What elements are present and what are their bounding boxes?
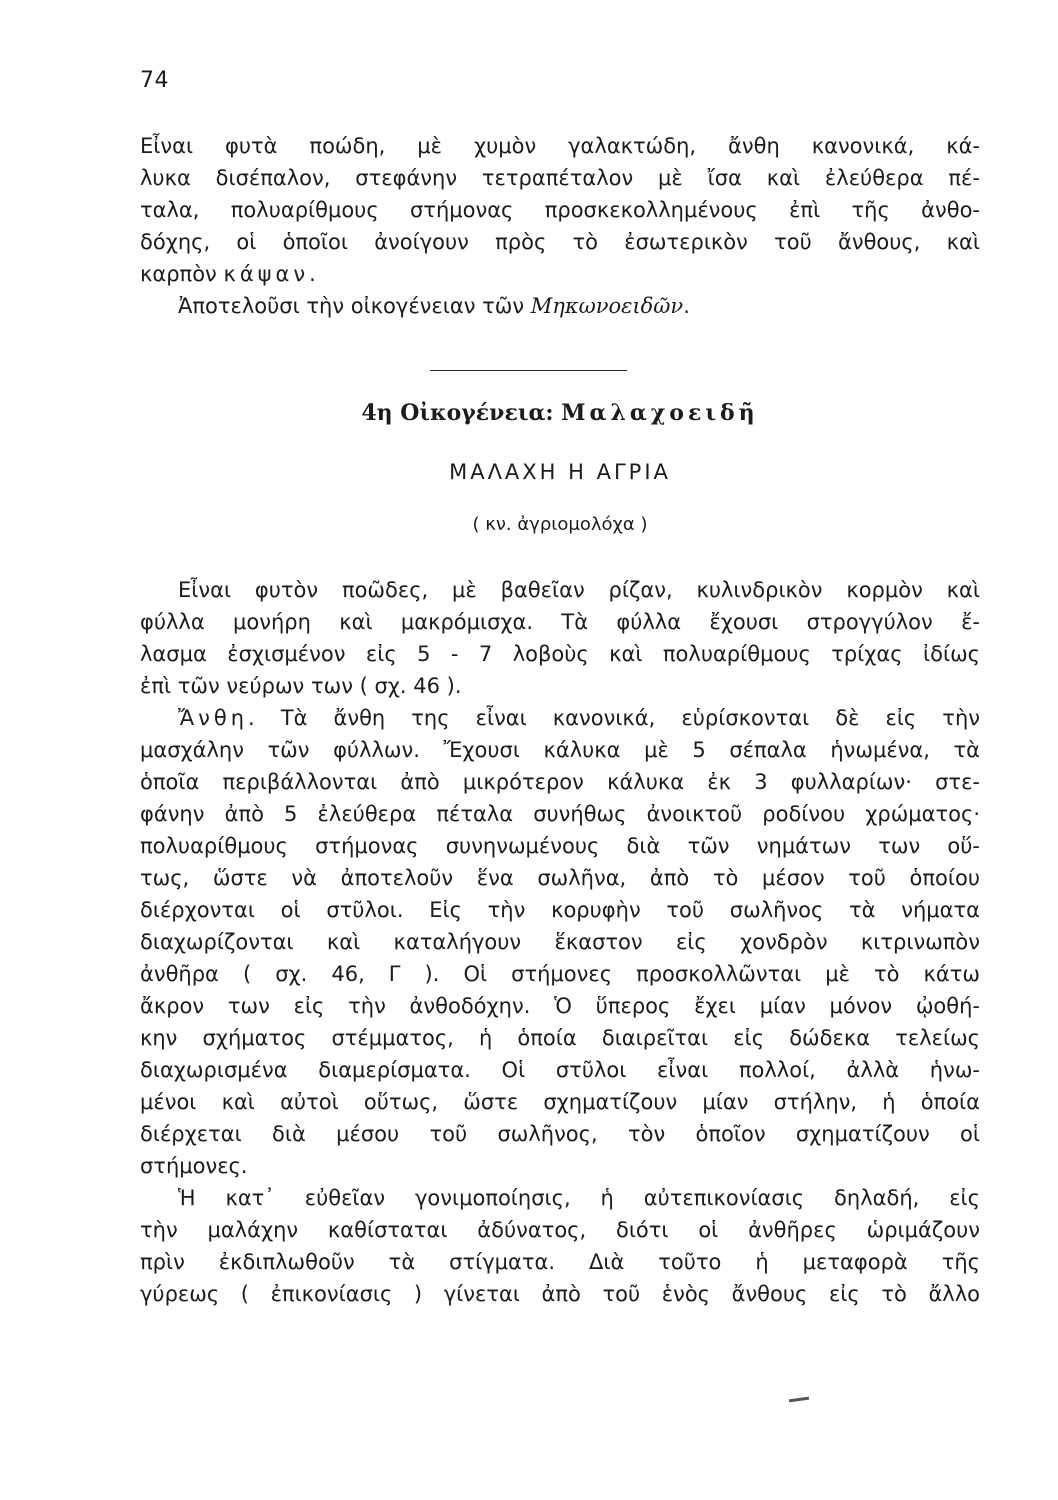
text-line: τως, ὥστε νὰ ἀποτελοῦν ἕνα σωλῆνα, ἀπὸ τὸ μέσον τοῦ ὁποίου	[140, 866, 980, 890]
text-line: δόχης, οἱ ὁποῖοι ἀνοίγουν πρὸς τὸ ἐσωτερικὸν τοῦ ἄνθους, καὶ	[140, 230, 980, 254]
text-line: Εἶναι φυτὰ ποώδη, μὲ χυμὸν γαλακτώδη, ἄνθη κανονικά, κά-	[140, 134, 980, 158]
text-line: πολυαρίθμους στήμονας συνηνωμένους διὰ τῶν νημάτων των οὕ-	[140, 834, 980, 858]
text-fragment: . Τὰ ἄνθη της εἶναι κανονικά, εὑρίσκονται δὲ εἰς τὴν	[248, 706, 980, 730]
spaced-term-flowers: Ἄνθη	[178, 706, 249, 730]
text-line: φύλλα μονήρη καὶ μακρόμισχα. Τὰ φύλλα ἔχουσι στρογγύλον ἔ-	[140, 610, 980, 634]
text-line: ἐπὶ τῶν νεύρων των ( σχ. 46 ).	[140, 674, 462, 698]
paragraph-poppy-description	[140, 130, 980, 322]
text-line: διέρχεται διὰ μέσου τοῦ σωλῆνος, τὸν ὁποῖον σχηματίζουν οἱ	[140, 1122, 980, 1146]
section-divider	[430, 370, 627, 371]
heading-prefix: 4η Οἰκογένεια:	[361, 400, 562, 426]
text-fragment: Ἀποτελοῦσι τὴν οἰκογένειαν τῶν	[178, 294, 531, 318]
text-line: ὁποῖα περιβάλλονται ἀπὸ μικρότερον κάλυκα ἐκ 3 φυλλαρίων· στε-	[140, 770, 980, 794]
text-line-flowers	[140, 702, 980, 734]
page-number: 74	[140, 68, 169, 93]
text-line: ἄκρον των εἰς τὴν ἀνθοδόχην. Ὁ ὕπερος ἔχει μίαν μόνον ᾠοθή-	[140, 994, 980, 1018]
text-line-family	[140, 290, 980, 322]
text-fragment: καρπὸν	[140, 262, 224, 286]
species-name: ΜΑΛΑΧΗ Η ΑΓΡΙΑ	[449, 460, 671, 484]
family-heading	[140, 400, 980, 426]
text-fragment: .	[683, 294, 690, 318]
text-line: λυκα δισέπαλον, στεφάνην τετραπέταλον μὲ ἴσα καὶ ἐλεύθερα πέ-	[140, 166, 980, 190]
text-line: στήμονες.	[140, 1154, 248, 1178]
text-line: φάνην ἀπὸ 5 ἐλεύθερα πέταλα συνήθως ἀνοικτοῦ ροδίνου χρώματος·	[140, 802, 980, 826]
text-line: κην σχήματος στέμματος, ἡ ὁποία διαιρεῖται εἰς δώδεκα τελείως	[140, 1026, 980, 1050]
text-line: πρὶν ἐκδιπλωθοῦν τὰ στίγματα. Διὰ τοῦτο ἡ μεταφορὰ τῆς	[140, 1250, 980, 1274]
text-line: ταλα, πολυαρίθμους στήμονας προσκεκολλημένους ἐπὶ τῆς ἀνθο-	[140, 198, 980, 222]
heading-family-name: Μαλαχοειδῆ	[561, 400, 759, 426]
scan-mark	[789, 1397, 809, 1403]
text-line: μένοι καὶ αὐτοὶ οὕτως, ὥστε σχηματίζουν μίαν στήλην, ἡ ὁποία	[140, 1090, 980, 1114]
text-line-fruit	[140, 258, 980, 290]
paragraph-mallow-description	[140, 574, 980, 1310]
text-fragment: .	[309, 262, 316, 286]
common-name: ( κν. ἀγριομολόχα )	[472, 514, 648, 535]
text-line: λασμα ἐσχισμένον εἰς 5 - 7 λοβοὺς καὶ πολυαρίθμους τρίχας ἰδίως	[140, 642, 980, 666]
text-line: τὴν μαλάχην καθίσταται ἀδύνατος, διότι οἱ ἀνθῆρες ὡριμάζουν	[140, 1218, 980, 1242]
spaced-term-capsule: κάψαν	[223, 262, 310, 286]
text-line: διέρχονται οἱ στῦλοι. Εἰς τὴν κορυφὴν τοῦ σωλῆνος τὰ νήματα	[140, 898, 980, 922]
text-line: μασχάλην τῶν φύλλων. Ἔχουσι κάλυκα μὲ 5 σέπαλα ἡνωμένα, τὰ	[140, 738, 980, 762]
text-line: ἀνθῆρα ( σχ. 46, Γ ). Οἱ στήμονες προσκολλῶνται μὲ τὸ κάτω	[140, 962, 980, 986]
text-line: διαχωρίζονται καὶ καταλήγουν ἕκαστον εἰς χονδρὸν κιτρινωπὸν	[140, 930, 980, 954]
text-line: διαχωρισμένα διαμερίσματα. Οἱ στῦλοι εἶναι πολλοί, ἀλλὰ ἡνω-	[140, 1058, 980, 1082]
text-line: Ἡ κατ᾽ εὐθεῖαν γονιμοποίησις, ἡ αὐτεπικονίασις δηλαδή, εἰς	[178, 1186, 980, 1210]
text-line: Εἶναι φυτὸν ποῶδες, μὲ βαθεῖαν ρίζαν, κυλινδρικὸν κορμὸν καὶ	[178, 578, 980, 602]
italic-family-name: Μηκωνοειδῶν	[530, 294, 684, 318]
text-line: γύρεως ( ἐπικονίασις ) γίνεται ἀπὸ τοῦ ἑνὸς ἄνθους εἰς τὸ ἄλλο	[140, 1282, 980, 1306]
